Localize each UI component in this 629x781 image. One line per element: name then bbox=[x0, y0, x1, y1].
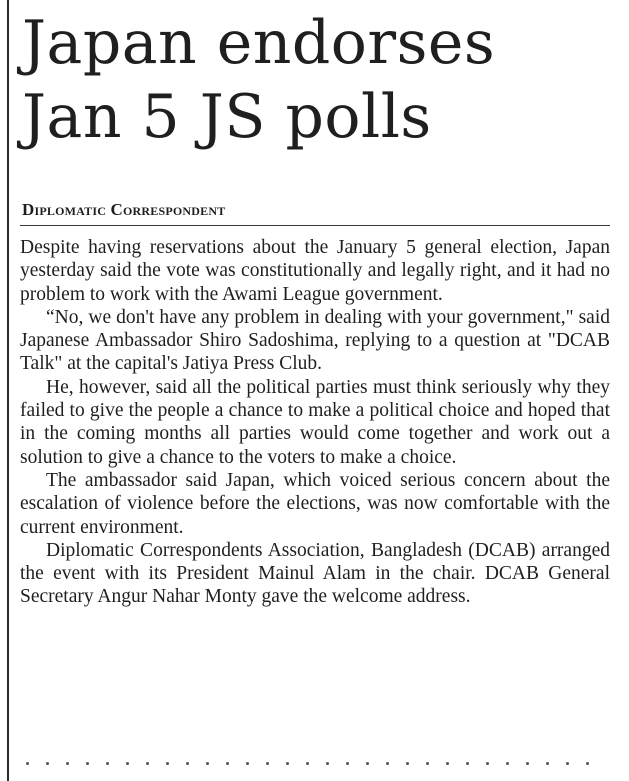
separator-dot bbox=[246, 762, 249, 765]
separator-dot bbox=[286, 762, 289, 765]
separator-dot bbox=[386, 762, 389, 765]
separator-dot bbox=[506, 762, 509, 765]
separator-dot bbox=[486, 762, 489, 765]
headline bbox=[22, 6, 495, 154]
separator-dot bbox=[546, 762, 549, 765]
paragraph-5: Diplomatic Correspondents Association, Bangladesh (DCAB) arranged the event with its President Mainul Alam in the chair. DCAB General Secretary Angur Nahar Monty gave the welcome address. bbox=[20, 539, 610, 608]
separator-dot bbox=[46, 762, 49, 765]
column-rule bbox=[7, 0, 9, 781]
separator-dot bbox=[586, 762, 589, 765]
byline bbox=[22, 200, 225, 220]
separator-dot bbox=[366, 762, 369, 765]
separator-dot bbox=[406, 762, 409, 765]
separator-dot bbox=[446, 762, 449, 765]
separator-dot bbox=[166, 762, 169, 765]
separator-dot bbox=[226, 762, 229, 765]
paragraph-1: Despite having reservations about the January 5 general election, Japan yesterday said the vote was constitutionally and legally right, and it had no problem to work with the Awami League government. bbox=[20, 237, 610, 305]
separator-dot bbox=[426, 762, 429, 765]
separator-dot bbox=[206, 762, 209, 765]
separator-dot bbox=[66, 762, 69, 765]
separator-dot bbox=[526, 762, 529, 765]
separator-dot bbox=[186, 762, 189, 765]
separator-dot bbox=[466, 762, 469, 765]
separator-dot bbox=[306, 762, 309, 765]
separator-dot bbox=[106, 762, 109, 765]
separator-dot bbox=[26, 762, 29, 765]
separator-dot bbox=[346, 762, 349, 765]
separator-dot bbox=[326, 762, 329, 765]
headline-line-2: Jan 5 JS polls bbox=[22, 82, 432, 152]
byline-text: Diplomatic Correspondent bbox=[22, 200, 226, 219]
paragraph-4: The ambassador said Japan, which voiced serious concern about the escalation of violence before the elections, was now comfortable with the current environment. bbox=[20, 469, 610, 538]
separator-dot bbox=[146, 762, 149, 765]
dotted-separator bbox=[26, 762, 626, 770]
article-body bbox=[20, 236, 610, 609]
byline-divider bbox=[20, 225, 610, 226]
paragraph-3: He, however, said all the political parties must think seriously why they failed to give the people a chance to make a political choice and hoped that in the coming months all parties would come together and work out a solution to give a chance to the voters to make a choice. bbox=[20, 376, 610, 468]
separator-dot bbox=[86, 762, 89, 765]
separator-dot bbox=[126, 762, 129, 765]
paragraph-2: “No, we don't have any problem in dealing with your government," said Japanese Ambassador Shiro Sadoshima, replying to a question at "DCAB Talk" at the capital's Jatiya Press Club. bbox=[20, 306, 610, 375]
separator-dot bbox=[266, 762, 269, 765]
separator-dot bbox=[566, 762, 569, 765]
headline-line-1: Japan endorses bbox=[22, 8, 496, 78]
